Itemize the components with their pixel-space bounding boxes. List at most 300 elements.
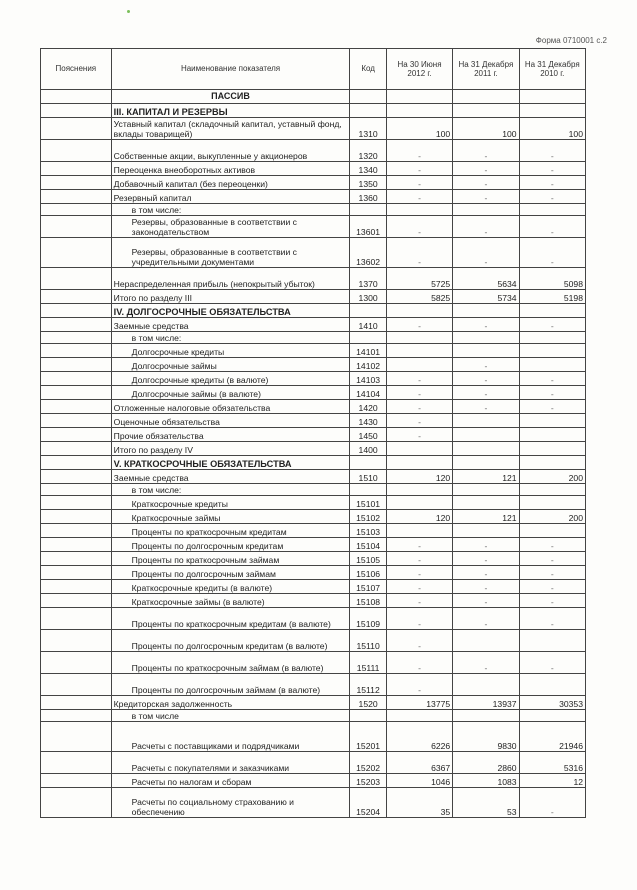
explanation-cell (41, 456, 112, 470)
section-title: IV. ДОЛГОСРОЧНЫЕ ОБЯЗАТЕЛЬСТВА (111, 304, 350, 318)
value-cell-3: - (519, 594, 585, 608)
row-code: 1450 (350, 428, 386, 442)
table-row (41, 652, 586, 674)
balance-sheet-liabilities-table (40, 48, 586, 818)
indicator-name: в том числе (111, 710, 350, 722)
value-cell-2: - (453, 190, 519, 204)
value-cell-1: - (386, 552, 452, 566)
value-cell-1: 1046 (386, 774, 452, 788)
table-row (41, 386, 586, 400)
table-row (41, 358, 586, 372)
section-title: ПАССИВ (111, 90, 350, 104)
value-cell-1: - (386, 630, 452, 652)
table-title-row (41, 90, 586, 104)
indicator-name: Прочие обязательства (111, 428, 350, 442)
explanation-cell (41, 414, 112, 428)
explanation-cell (41, 344, 112, 358)
row-code: 15201 (350, 722, 386, 752)
value-cell-1: 120 (386, 470, 452, 484)
value-cell-1: - (386, 674, 452, 696)
explanation-cell (41, 552, 112, 566)
table-row (41, 580, 586, 594)
value-cell-1: - (386, 566, 452, 580)
table-row (41, 696, 586, 710)
table-row (41, 140, 586, 162)
table-row (41, 496, 586, 510)
indicator-name: Проценты по краткосрочным кредитам (111, 524, 350, 538)
value-cell-2 (453, 456, 519, 470)
value-cell-2 (453, 442, 519, 456)
row-code: 15109 (350, 608, 386, 630)
header-col1: На 30 Июня 2012 г. (386, 49, 452, 90)
value-cell-2: - (453, 372, 519, 386)
table-row (41, 484, 586, 496)
value-cell-3: - (519, 238, 585, 268)
table-row (41, 470, 586, 484)
table-row (41, 190, 586, 204)
indicator-name: Резервы, образованные в соответствии с учредительными документами (111, 238, 350, 268)
table-row (41, 428, 586, 442)
value-cell-3: 5098 (519, 268, 585, 290)
table-row (41, 216, 586, 238)
table-row (41, 594, 586, 608)
value-cell-1: - (386, 216, 452, 238)
value-cell-1: - (386, 372, 452, 386)
value-cell-1: 6226 (386, 722, 452, 752)
row-code (350, 710, 386, 722)
value-cell-2 (453, 524, 519, 538)
table-row (41, 788, 586, 818)
explanation-cell (41, 176, 112, 190)
value-cell-3: - (519, 552, 585, 566)
value-cell-3 (519, 496, 585, 510)
explanation-cell (41, 442, 112, 456)
value-cell-2: 121 (453, 510, 519, 524)
value-cell-3: 12 (519, 774, 585, 788)
explanation-cell (41, 162, 112, 176)
value-cell-1: - (386, 176, 452, 190)
value-cell-3 (519, 358, 585, 372)
value-cell-2: 53 (453, 788, 519, 818)
section-title: III. КАПИТАЛ И РЕЗЕРВЫ (111, 104, 350, 118)
value-cell-1: 35 (386, 788, 452, 818)
value-cell-3 (519, 456, 585, 470)
value-cell-3: 21946 (519, 722, 585, 752)
value-cell-2 (453, 344, 519, 358)
row-code: 1510 (350, 470, 386, 484)
indicator-name: Краткосрочные займы (в валюте) (111, 594, 350, 608)
table-row (41, 510, 586, 524)
table-row (41, 268, 586, 290)
value-cell-1 (386, 484, 452, 496)
explanation-cell (41, 696, 112, 710)
value-cell-3 (519, 442, 585, 456)
value-cell-1: - (386, 608, 452, 630)
row-code (350, 456, 386, 470)
explanation-cell (41, 580, 112, 594)
value-cell-1: 6367 (386, 752, 452, 774)
value-cell-2 (453, 204, 519, 216)
value-cell-2: 5734 (453, 290, 519, 304)
indicator-name: Проценты по долгосрочным займам (в валюте) (111, 674, 350, 696)
explanation-cell (41, 710, 112, 722)
indicator-name: Краткосрочные кредиты (в валюте) (111, 580, 350, 594)
indicator-name: Переоценка внеоборотных активов (111, 162, 350, 176)
indicator-name: Расчеты с поставщиками и подрядчиками (111, 722, 350, 752)
table-row (41, 710, 586, 722)
value-cell-3: - (519, 386, 585, 400)
value-cell-2: 9830 (453, 722, 519, 752)
explanation-cell (41, 332, 112, 344)
row-code: 15105 (350, 552, 386, 566)
row-code: 1360 (350, 190, 386, 204)
explanation-cell (41, 674, 112, 696)
table-row (41, 608, 586, 630)
section-title: V. КРАТКОСРОЧНЫЕ ОБЯЗАТЕЛЬСТВА (111, 456, 350, 470)
value-cell-2: - (453, 318, 519, 332)
row-code: 15111 (350, 652, 386, 674)
table-row (41, 674, 586, 696)
value-cell-2: - (453, 538, 519, 552)
indicator-name: Проценты по долгосрочным кредитам (в валюте) (111, 630, 350, 652)
row-code (350, 104, 386, 118)
table-row (41, 774, 586, 788)
value-cell-1 (386, 104, 452, 118)
value-cell-3: - (519, 788, 585, 818)
explanation-cell (41, 752, 112, 774)
row-code: 15102 (350, 510, 386, 524)
value-cell-2: 121 (453, 470, 519, 484)
section-row (41, 104, 586, 118)
value-cell-2: 5634 (453, 268, 519, 290)
value-cell-1 (386, 524, 452, 538)
value-cell-1: 13775 (386, 696, 452, 710)
explanation-cell (41, 774, 112, 788)
explanation-cell (41, 90, 112, 104)
row-code: 1340 (350, 162, 386, 176)
value-cell-3: 5198 (519, 290, 585, 304)
explanation-cell (41, 722, 112, 752)
value-cell-1 (386, 710, 452, 722)
value-cell-1 (386, 304, 452, 318)
row-code: 1410 (350, 318, 386, 332)
indicator-name: Заемные средства (111, 318, 350, 332)
explanation-cell (41, 788, 112, 818)
row-code: 15107 (350, 580, 386, 594)
value-cell-1: - (386, 386, 452, 400)
explanation-cell (41, 290, 112, 304)
indicator-name: Проценты по долгосрочным займам (111, 566, 350, 580)
row-code (350, 332, 386, 344)
row-code: 15101 (350, 496, 386, 510)
value-cell-1: 5825 (386, 290, 452, 304)
explanation-cell (41, 652, 112, 674)
value-cell-1: 100 (386, 118, 452, 140)
header-name: Наименование показателя (111, 49, 350, 90)
explanation-cell (41, 428, 112, 442)
value-cell-3: - (519, 190, 585, 204)
value-cell-3: 200 (519, 510, 585, 524)
indicator-name: Долгосрочные займы (111, 358, 350, 372)
value-cell-2: 13937 (453, 696, 519, 710)
value-cell-3: 100 (519, 118, 585, 140)
explanation-cell (41, 372, 112, 386)
row-code: 1420 (350, 400, 386, 414)
value-cell-1: - (386, 428, 452, 442)
value-cell-3 (519, 710, 585, 722)
value-cell-3: 200 (519, 470, 585, 484)
indicator-name: Расчеты по социальному страхованию и обеспечению (111, 788, 350, 818)
row-code: 1300 (350, 290, 386, 304)
indicator-name: Итого по разделу IV (111, 442, 350, 456)
table-row (41, 204, 586, 216)
section-row (41, 456, 586, 470)
table-body (41, 90, 586, 818)
value-cell-1: - (386, 538, 452, 552)
explanation-cell (41, 238, 112, 268)
row-code: 1320 (350, 140, 386, 162)
table-row (41, 332, 586, 344)
value-cell-2: - (453, 140, 519, 162)
indicator-name: Долгосрочные кредиты (в валюте) (111, 372, 350, 386)
value-cell-2 (453, 484, 519, 496)
table-row (41, 566, 586, 580)
row-code: 14104 (350, 386, 386, 400)
explanation-cell (41, 386, 112, 400)
explanation-cell (41, 630, 112, 652)
table-row (41, 414, 586, 428)
value-cell-3: - (519, 140, 585, 162)
table-row (41, 372, 586, 386)
explanation-cell (41, 318, 112, 332)
value-cell-3 (519, 674, 585, 696)
value-cell-1 (386, 442, 452, 456)
row-code: 15203 (350, 774, 386, 788)
indicator-name: Отложенные налоговые обязательства (111, 400, 350, 414)
explanation-cell (41, 400, 112, 414)
explanation-cell (41, 358, 112, 372)
value-cell-1 (386, 456, 452, 470)
value-cell-2: - (453, 608, 519, 630)
table-row (41, 344, 586, 358)
indicator-name: Проценты по краткосрочным займам (111, 552, 350, 566)
value-cell-1 (386, 496, 452, 510)
value-cell-3: - (519, 566, 585, 580)
row-code: 15108 (350, 594, 386, 608)
value-cell-2: - (453, 400, 519, 414)
explanation-cell (41, 190, 112, 204)
value-cell-1: - (386, 652, 452, 674)
row-code: 15202 (350, 752, 386, 774)
value-cell-2: - (453, 594, 519, 608)
table-row (41, 290, 586, 304)
value-cell-1: - (386, 400, 452, 414)
explanation-cell (41, 510, 112, 524)
table-row (41, 524, 586, 538)
indicator-name: Проценты по долгосрочным кредитам (111, 538, 350, 552)
row-code: 1350 (350, 176, 386, 190)
row-code: 14103 (350, 372, 386, 386)
value-cell-3 (519, 630, 585, 652)
value-cell-1 (386, 358, 452, 372)
row-code: 15110 (350, 630, 386, 652)
value-cell-3: - (519, 580, 585, 594)
value-cell-1: - (386, 414, 452, 428)
row-code: 14102 (350, 358, 386, 372)
indicator-name: Долгосрочные займы (в валюте) (111, 386, 350, 400)
value-cell-1 (386, 344, 452, 358)
value-cell-2 (453, 414, 519, 428)
row-code: 13602 (350, 238, 386, 268)
table-row (41, 118, 586, 140)
value-cell-3: - (519, 216, 585, 238)
value-cell-2: - (453, 162, 519, 176)
indicator-name: Добавочный капитал (без переоценки) (111, 176, 350, 190)
form-code: Форма 0710001 с.2 (535, 36, 607, 45)
table-row (41, 722, 586, 752)
value-cell-3: - (519, 652, 585, 674)
row-code (350, 484, 386, 496)
value-cell-3 (519, 414, 585, 428)
row-code (350, 304, 386, 318)
explanation-cell (41, 104, 112, 118)
indicator-name: Резервный капитал (111, 190, 350, 204)
value-cell-3 (519, 104, 585, 118)
value-cell-2: - (453, 552, 519, 566)
table-row (41, 176, 586, 190)
value-cell-1 (386, 204, 452, 216)
explanation-cell (41, 470, 112, 484)
explanation-cell (41, 140, 112, 162)
indicator-name: Уставный капитал (складочный капитал, уставный фонд, вклады товарищей) (111, 118, 350, 140)
indicator-name: Расчеты по налогам и сборам (111, 774, 350, 788)
value-cell-2: - (453, 358, 519, 372)
value-cell-1 (386, 90, 452, 104)
value-cell-2: 100 (453, 118, 519, 140)
row-code: 14101 (350, 344, 386, 358)
value-cell-3: - (519, 372, 585, 386)
value-cell-3 (519, 524, 585, 538)
row-code: 1430 (350, 414, 386, 428)
explanation-cell (41, 594, 112, 608)
value-cell-1: - (386, 162, 452, 176)
value-cell-3: - (519, 162, 585, 176)
explanation-cell (41, 304, 112, 318)
header-explanations: Пояснения (41, 49, 112, 90)
table-row (41, 162, 586, 176)
value-cell-2 (453, 104, 519, 118)
indicator-name: Проценты по краткосрочным займам (в валюте) (111, 652, 350, 674)
row-code: 13601 (350, 216, 386, 238)
explanation-cell (41, 118, 112, 140)
value-cell-2: - (453, 216, 519, 238)
row-code: 15112 (350, 674, 386, 696)
value-cell-2: - (453, 652, 519, 674)
value-cell-1 (386, 332, 452, 344)
row-code: 1520 (350, 696, 386, 710)
table-row (41, 630, 586, 652)
value-cell-2 (453, 90, 519, 104)
value-cell-3 (519, 428, 585, 442)
table-row (41, 318, 586, 332)
value-cell-3 (519, 484, 585, 496)
value-cell-3: - (519, 400, 585, 414)
value-cell-1: 5725 (386, 268, 452, 290)
explanation-cell (41, 496, 112, 510)
table-row (41, 538, 586, 552)
value-cell-1: - (386, 238, 452, 268)
indicator-name: Краткосрочные кредиты (111, 496, 350, 510)
table-row (41, 752, 586, 774)
explanation-cell (41, 524, 112, 538)
indicator-name: Нераспределенная прибыль (непокрытый убыток) (111, 268, 350, 290)
table-row (41, 552, 586, 566)
section-row (41, 304, 586, 318)
indicator-name: Оценочные обязательства (111, 414, 350, 428)
explanation-cell (41, 484, 112, 496)
row-code: 1310 (350, 118, 386, 140)
row-code: 15103 (350, 524, 386, 538)
value-cell-3 (519, 332, 585, 344)
value-cell-3: 30353 (519, 696, 585, 710)
value-cell-3: - (519, 176, 585, 190)
indicator-name: Кредиторская задолженность (111, 696, 350, 710)
value-cell-2: 2860 (453, 752, 519, 774)
value-cell-2: - (453, 566, 519, 580)
value-cell-2: - (453, 176, 519, 190)
value-cell-2 (453, 428, 519, 442)
value-cell-2 (453, 674, 519, 696)
value-cell-2 (453, 304, 519, 318)
value-cell-1: - (386, 318, 452, 332)
row-code: 15104 (350, 538, 386, 552)
row-code: 1400 (350, 442, 386, 456)
indicator-name: Расчеты с покупателями и заказчиками (111, 752, 350, 774)
value-cell-3: - (519, 538, 585, 552)
value-cell-3: - (519, 318, 585, 332)
value-cell-3: 5316 (519, 752, 585, 774)
value-cell-2: 1083 (453, 774, 519, 788)
value-cell-2: - (453, 238, 519, 268)
value-cell-3 (519, 90, 585, 104)
table-row (41, 238, 586, 268)
value-cell-1: 120 (386, 510, 452, 524)
indicator-name: в том числе: (111, 484, 350, 496)
indicator-name: Заемные средства (111, 470, 350, 484)
value-cell-2: - (453, 386, 519, 400)
header-col2: На 31 Декабря 2011 г. (453, 49, 519, 90)
value-cell-2 (453, 496, 519, 510)
explanation-cell (41, 566, 112, 580)
indicator-name: Итого по разделу III (111, 290, 350, 304)
value-cell-2 (453, 710, 519, 722)
value-cell-2 (453, 332, 519, 344)
explanation-cell (41, 216, 112, 238)
explanation-cell (41, 268, 112, 290)
value-cell-1: - (386, 594, 452, 608)
indicator-name: Собственные акции, выкупленные у акционеров (111, 140, 350, 162)
value-cell-2 (453, 630, 519, 652)
value-cell-1: - (386, 580, 452, 594)
explanation-cell (41, 608, 112, 630)
row-code: 15106 (350, 566, 386, 580)
header-code: Код (350, 49, 386, 90)
indicator-name: Проценты по краткосрочным кредитам (в валюте) (111, 608, 350, 630)
value-cell-1: - (386, 140, 452, 162)
explanation-cell (41, 204, 112, 216)
table-row (41, 442, 586, 456)
value-cell-2: - (453, 580, 519, 594)
